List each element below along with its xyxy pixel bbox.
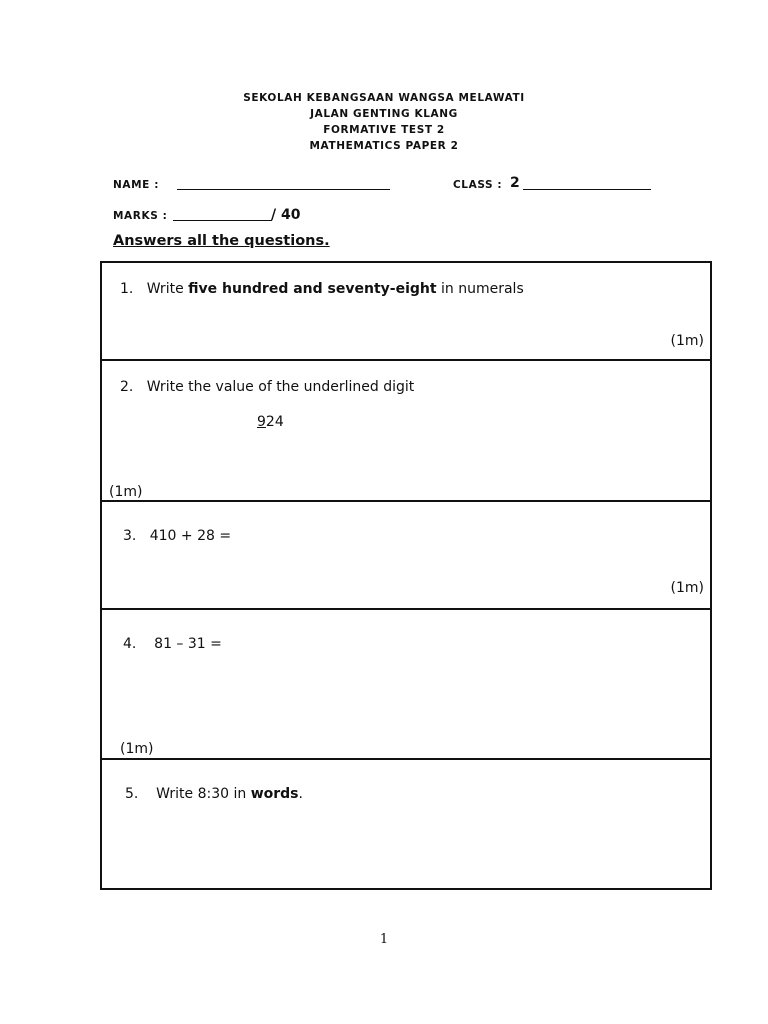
- question-4-mark: (1m): [120, 741, 154, 757]
- question-3-box: [100, 500, 712, 610]
- question-5-text: [125, 786, 303, 802]
- question-2-mark: (1m): [109, 484, 143, 500]
- question-text: 410 + 28 =: [149, 528, 232, 544]
- paper-title: MATHEMATICS PAPER 2: [309, 140, 459, 152]
- underlined-digit: 9: [257, 414, 266, 430]
- question-1-text: [120, 281, 524, 297]
- question-number: 4.: [123, 636, 137, 652]
- question-text: Write 8:30 in: [156, 786, 251, 802]
- test-title: FORMATIVE TEST 2: [323, 124, 445, 136]
- question-1-mark: (1m): [670, 333, 704, 349]
- school-address: JALAN GENTING KLANG: [310, 108, 458, 120]
- question-number: 2.: [120, 379, 134, 395]
- question-text: Write the value of the underlined digit: [146, 379, 415, 395]
- question-number: 1.: [120, 281, 134, 297]
- marks-label: MARKS :: [113, 210, 168, 222]
- question-3-mark: (1m): [670, 580, 704, 596]
- class-label: CLASS :: [453, 179, 503, 191]
- question-2-text: [120, 379, 414, 395]
- question-number: 3.: [123, 528, 137, 544]
- question-text-end: in numerals: [436, 281, 524, 297]
- instruction: Answers all the questions.: [113, 233, 330, 249]
- question-4-text: [123, 636, 222, 652]
- question-text: Write: [146, 281, 189, 297]
- page-number: 1: [379, 932, 389, 947]
- name-label: NAME :: [113, 179, 159, 191]
- question-2-figure: [257, 414, 284, 430]
- class-value: 2: [510, 175, 520, 191]
- question-text-end: .: [298, 786, 303, 802]
- question-4-box: [100, 608, 712, 760]
- class-blank-line[interactable]: [523, 189, 651, 190]
- question-text: 81 – 31 =: [154, 636, 222, 652]
- question-number: 5.: [125, 786, 139, 802]
- school-name: SEKOLAH KEBANGSAAN WANGSA MELAWATI: [243, 92, 525, 104]
- question-emphasis: words: [250, 786, 299, 802]
- figure-rest: 24: [265, 414, 284, 430]
- question-emphasis: five hundred and seventy-eight: [188, 281, 437, 297]
- question-5-box: [100, 758, 712, 890]
- name-blank-line[interactable]: [177, 189, 390, 190]
- marks-blank-line[interactable]: [173, 220, 272, 221]
- question-3-text: [123, 528, 231, 544]
- question-2-box: [100, 359, 712, 502]
- question-1-box: [100, 261, 712, 361]
- marks-total: / 40: [271, 207, 301, 223]
